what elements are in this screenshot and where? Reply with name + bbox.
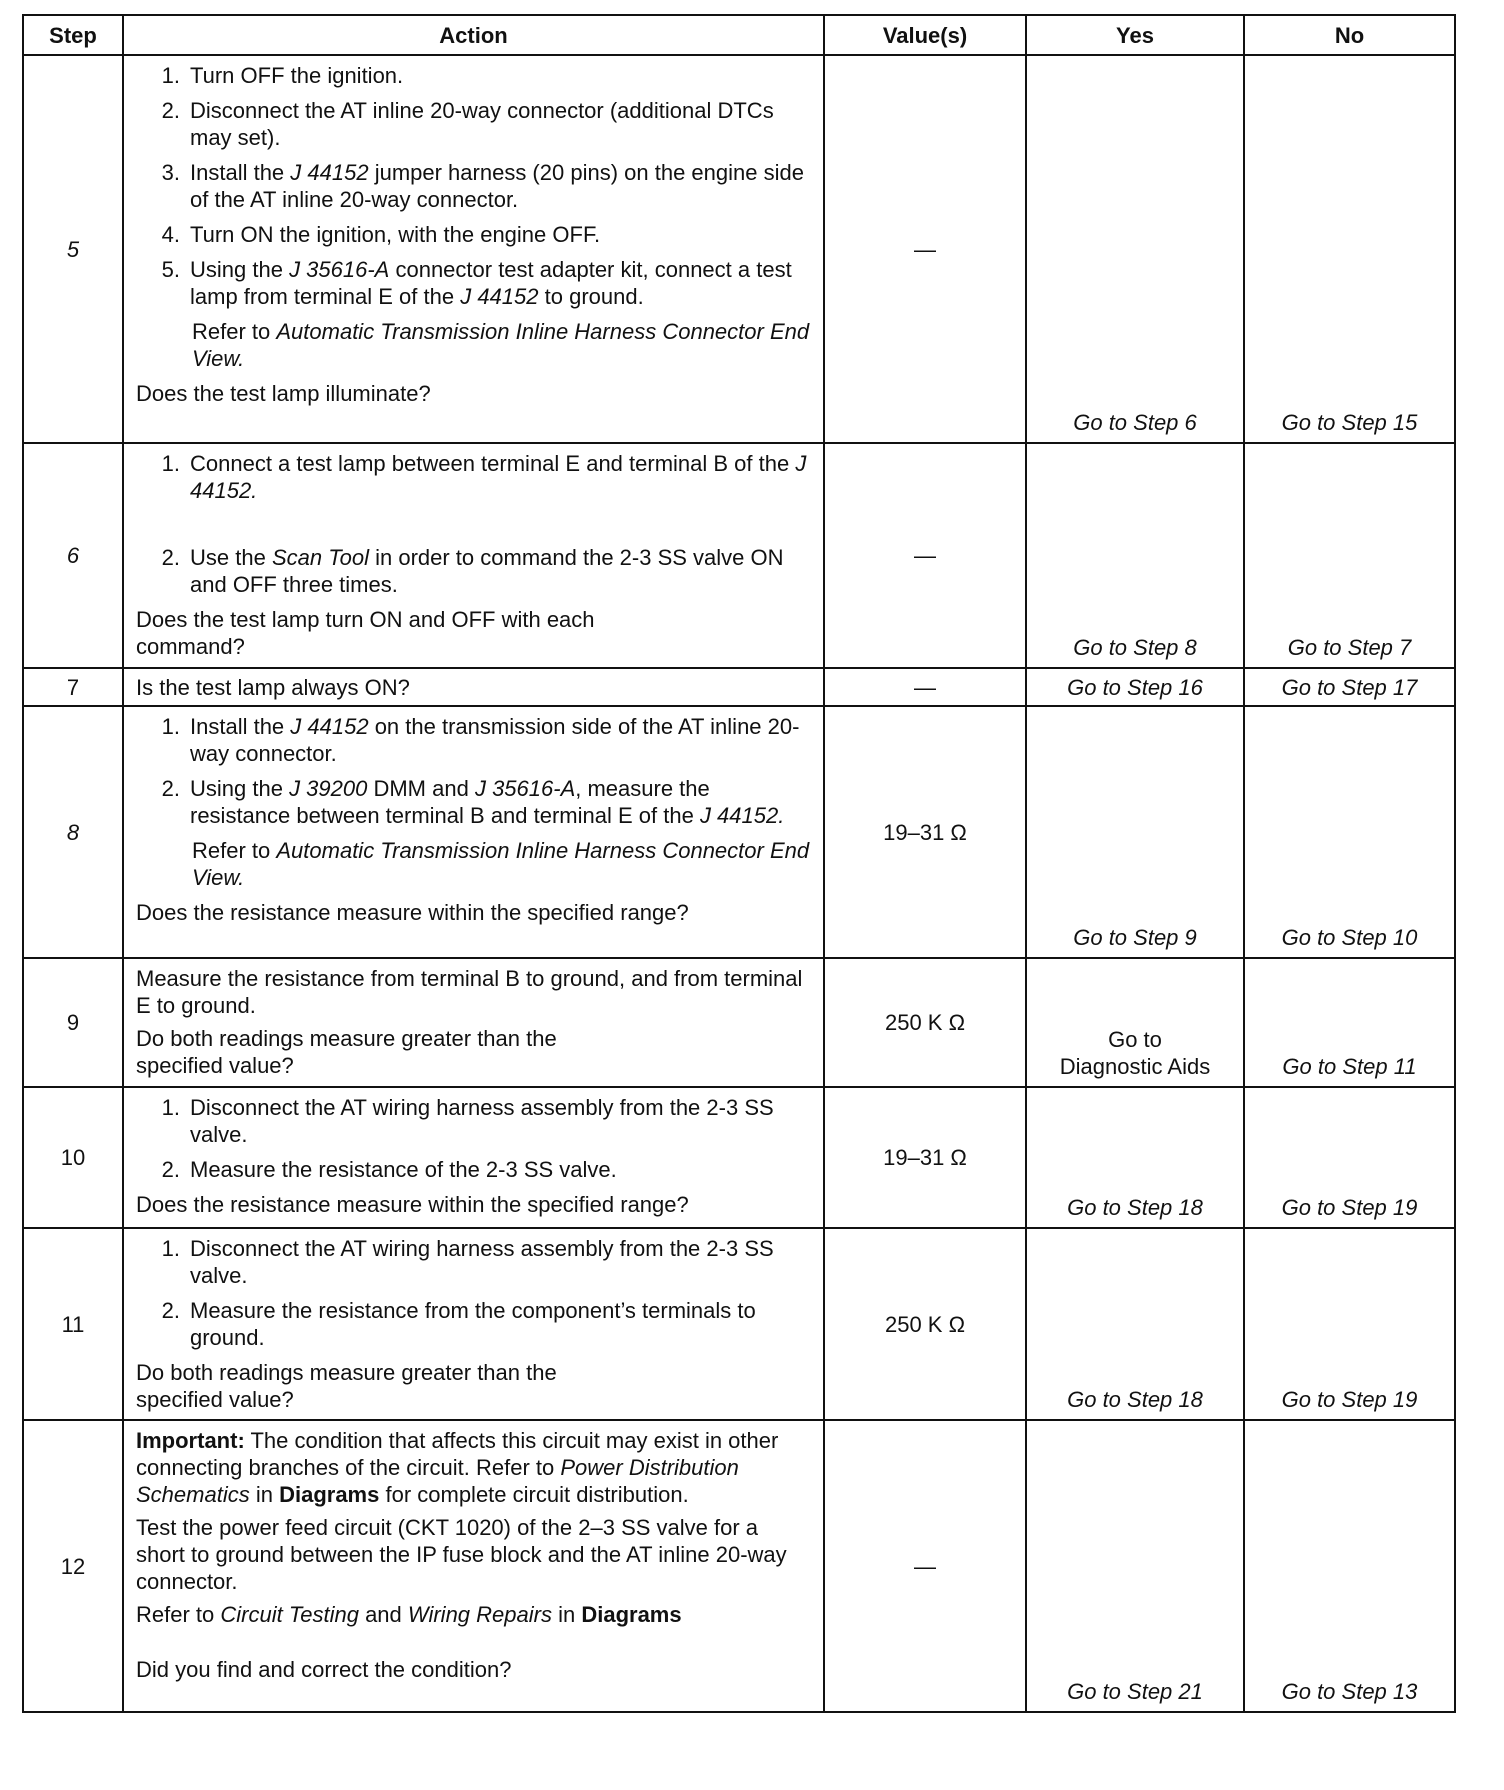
value-cell: — bbox=[824, 1420, 1026, 1712]
table-row bbox=[23, 958, 1455, 1087]
tool-ref: J 39200 bbox=[289, 776, 368, 801]
header-step: Step bbox=[23, 15, 123, 55]
table-row bbox=[23, 55, 1455, 443]
no-cell: Go to Step 17 bbox=[1244, 668, 1455, 706]
question: Is the test lamp always ON? bbox=[123, 668, 824, 706]
action-cell bbox=[123, 958, 824, 1087]
action-cell bbox=[123, 1420, 824, 1712]
doc-ref: Automatic Transmission Inline Harness Connector End View. bbox=[192, 319, 810, 371]
value-cell: 19–31 Ω bbox=[824, 706, 1026, 958]
question: Does the resistance measure within the specified range? bbox=[136, 900, 689, 925]
yes-cell: Go to Step 21 bbox=[1026, 1420, 1244, 1712]
doc-ref: Diagrams bbox=[581, 1602, 682, 1627]
action-item: Turn ON the ignition, with the engine OFF. bbox=[190, 222, 601, 247]
doc-ref: Wiring Repairs bbox=[407, 1602, 552, 1627]
header-action: Action bbox=[123, 15, 824, 55]
refer-text: Refer to bbox=[192, 319, 277, 344]
important-label: Important: bbox=[136, 1428, 245, 1453]
question: Do both readings measure greater than the specified value? bbox=[136, 1360, 557, 1412]
yes-line: Diagnostic Aids bbox=[1059, 1054, 1211, 1079]
action-text: on the transmission side of the AT inline 20-way connector. bbox=[190, 714, 800, 766]
action-text: jumper harness (20 pins) on the engine side of the AT inline 20-way connector. bbox=[190, 160, 804, 212]
action-text: in order to command the 2-3 SS valve ON and OFF three times. bbox=[190, 545, 784, 597]
value-cell: 19–31 Ω bbox=[824, 1087, 1026, 1228]
action-text: Install the bbox=[190, 160, 291, 185]
step-number: 10 bbox=[23, 1087, 123, 1228]
header-yes: Yes bbox=[1026, 15, 1244, 55]
action-item: Turn OFF the ignition. bbox=[190, 63, 404, 88]
note-text: The condition that affects this circuit may exist in other connecting branches of the circuit. Refer to bbox=[136, 1428, 779, 1480]
tool-ref: J 44152 bbox=[290, 714, 369, 739]
header-no: No bbox=[1244, 15, 1455, 55]
header-values: Value(s) bbox=[824, 15, 1026, 55]
note-text: in bbox=[249, 1482, 280, 1507]
action-text: Using the bbox=[190, 776, 290, 801]
yes-cell: Go to Step 9 bbox=[1026, 706, 1244, 958]
value-cell: 250 K Ω bbox=[824, 1228, 1026, 1420]
action-cell: 1. Install the J 44152 on the transmission side of the AT inline 20-way connector. 2. Using the J 39200 DMM and J 35616-A, measure the resistance between terminal B and terminal E of the J 44152. Refer to Automatic Transmission Inline Harness Connector End View. Does the resistance measure within the specified range? bbox=[123, 706, 824, 958]
no-cell: Go to Step 19 bbox=[1244, 1228, 1455, 1420]
step-number: 8 bbox=[23, 706, 123, 958]
yes-cell: Go to Step 6 bbox=[1026, 55, 1244, 443]
yes-cell: Go to Step 18 bbox=[1026, 1087, 1244, 1228]
table-row bbox=[23, 668, 1455, 706]
action-text: Connect a test lamp between terminal E and terminal B of the bbox=[190, 451, 796, 476]
refer-text: in bbox=[551, 1602, 582, 1627]
action-cell: 1. Disconnect the AT wiring harness assembly from the 2-3 SS valve. 2. Measure the resistance from the component’s terminals to ground. Do both readings measure greater than the specified value? bbox=[123, 1228, 824, 1420]
table-row bbox=[23, 1087, 1455, 1228]
action-text: to ground. bbox=[538, 284, 644, 309]
action-text: Install the bbox=[190, 714, 291, 739]
doc-ref: Diagrams bbox=[279, 1482, 380, 1507]
step-number: 5 bbox=[23, 55, 123, 443]
yes-cell: Go to Step 18 bbox=[1026, 1228, 1244, 1420]
tool-ref: J 44152 bbox=[460, 284, 539, 309]
no-cell: Go to Step 19 bbox=[1244, 1087, 1455, 1228]
no-cell: Go to Step 15 bbox=[1244, 55, 1455, 443]
value-cell: 250 K Ω bbox=[824, 958, 1026, 1087]
table-row bbox=[23, 706, 1455, 958]
diagnostic-table bbox=[22, 14, 1456, 1713]
tool-ref: J 35616-A bbox=[474, 776, 576, 801]
action-cell: 1. Disconnect the AT wiring harness assembly from the 2-3 SS valve. 2. Measure the resistance of the 2-3 SS valve. Does the resistance measure within the specified range? bbox=[123, 1087, 824, 1228]
refer-text: Refer to bbox=[136, 1602, 221, 1627]
step-number: 11 bbox=[23, 1228, 123, 1420]
action-item: Disconnect the AT wiring harness assembly from the 2-3 SS valve. bbox=[190, 1236, 774, 1288]
action-item: Measure the resistance of the 2-3 SS valve. bbox=[190, 1157, 617, 1182]
value-cell: — bbox=[824, 443, 1026, 668]
action-text: connector test adapter kit, connect a test lamp from terminal E of the bbox=[190, 257, 792, 309]
action-text: Test the power feed circuit (CKT 1020) of the 2–3 SS valve for a short to ground between the IP fuse block and the AT inline 20-way connector. bbox=[136, 1515, 787, 1594]
doc-ref: Circuit Testing bbox=[220, 1602, 359, 1627]
tool-ref: J 35616-A bbox=[289, 257, 390, 282]
action-text: , measure the resistance between terminal B and terminal E of the bbox=[190, 776, 710, 828]
action-item: Disconnect the AT inline 20-way connector (additional DTCs may set). bbox=[190, 98, 774, 150]
question: Did you find and correct the condition? bbox=[136, 1657, 512, 1682]
tool-ref: Scan Tool bbox=[271, 545, 369, 570]
refer-line bbox=[136, 1601, 813, 1628]
question: Does the test lamp turn ON and OFF with each command? bbox=[136, 607, 595, 659]
question: Does the resistance measure within the specified range? bbox=[136, 1192, 689, 1217]
table-row bbox=[23, 1420, 1455, 1712]
step-number: 12 bbox=[23, 1420, 123, 1712]
doc-ref: Automatic Transmission Inline Harness Connector End View. bbox=[192, 838, 810, 890]
action-cell: 1. Turn OFF the ignition. 2. Disconnect the AT inline 20-way connector (additional DTCs may set). 3. Install the J 44152 jumper harness (20 pins) on the engine side of the AT inline 20-way connector. 4. Turn ON the ignition, with the engine OFF. 5. Using the J 35616-A connector test adapter kit, connect a test lamp from terminal E of the J 44152 to ground. Refer to Automatic Transmission Inline Harness Connector End View. Does the test lamp illuminate? bbox=[123, 55, 824, 443]
header-row bbox=[23, 15, 1455, 55]
no-cell: Go to Step 7 bbox=[1244, 443, 1455, 668]
step-number: 6 bbox=[23, 443, 123, 668]
note-text: for complete circuit distribution. bbox=[379, 1482, 689, 1507]
no-cell: Go to Step 11 bbox=[1244, 958, 1455, 1087]
table-row bbox=[23, 1228, 1455, 1420]
action-text: DMM and bbox=[367, 776, 475, 801]
action-text: Use the bbox=[190, 545, 272, 570]
important-note bbox=[136, 1427, 813, 1508]
action-text: Measure the resistance from terminal B to ground, and from terminal E to ground. bbox=[136, 966, 803, 1018]
action-text: Using the bbox=[190, 257, 290, 282]
question: Do both readings measure greater than the specified value? bbox=[136, 1026, 557, 1078]
value-cell: — bbox=[824, 668, 1026, 706]
step-number: 9 bbox=[23, 958, 123, 1087]
step-number: 7 bbox=[23, 668, 123, 706]
refer-text: and bbox=[358, 1602, 408, 1627]
doc-ref: Power Distribution Schematics bbox=[136, 1455, 739, 1507]
tool-ref: J 44152. bbox=[190, 451, 807, 503]
no-cell: Go to Step 10 bbox=[1244, 706, 1455, 958]
table-row bbox=[23, 443, 1455, 668]
value-cell: — bbox=[824, 55, 1026, 443]
yes-cell bbox=[1026, 958, 1244, 1087]
tool-ref: J 44152 bbox=[290, 160, 369, 185]
question: Does the test lamp illuminate? bbox=[136, 381, 431, 406]
yes-cell: Go to Step 8 bbox=[1026, 443, 1244, 668]
refer-text: Refer to bbox=[192, 838, 277, 863]
action-item: Measure the resistance from the component’s terminals to ground. bbox=[190, 1298, 756, 1350]
tool-ref: J 44152. bbox=[699, 803, 785, 828]
action-item: Disconnect the AT wiring harness assembly from the 2-3 SS valve. bbox=[190, 1095, 774, 1147]
no-cell: Go to Step 13 bbox=[1244, 1420, 1455, 1712]
yes-line: Go to bbox=[1108, 1027, 1162, 1052]
yes-cell: Go to Step 16 bbox=[1026, 668, 1244, 706]
action-cell: 1. Connect a test lamp between terminal E and terminal B of the J 44152. 2. Use the Scan Tool in order to command the 2-3 SS valve ON and OFF three times. Does the test lamp turn ON and OFF with each command? bbox=[123, 443, 824, 668]
